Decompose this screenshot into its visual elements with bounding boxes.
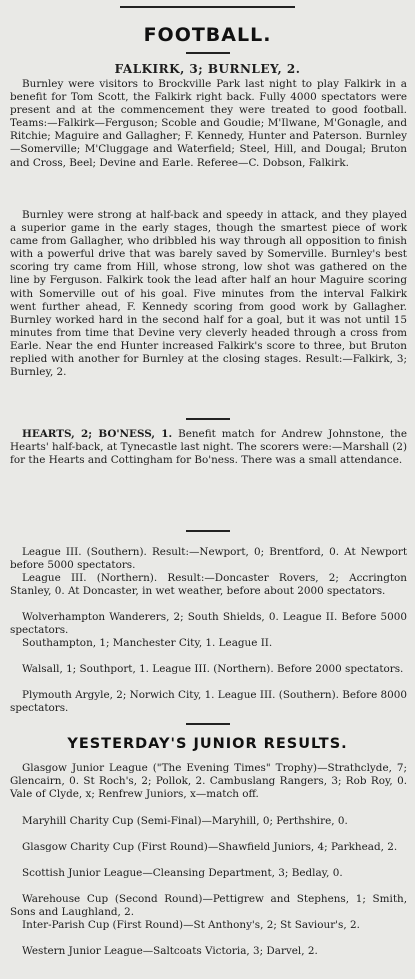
junior-result-3: Glasgow Charity Cup (First Round)—Shawfield Juniors, 4; Parkhead, 2. <box>22 841 398 853</box>
football-headline: FOOTBALL. <box>143 24 272 46</box>
headline-underline <box>186 52 230 54</box>
junior-result-4: Scottish Junior League—Cleansing Department, 3; Bedlay, 0. <box>22 867 343 879</box>
hearts-report <box>10 428 407 467</box>
league-result-4: Southampton, 1; Manchester City, 1. League II. <box>22 637 273 649</box>
league-result-2: League III. (Northern). Result:—Doncaster Rovers, 2; Accrington Stanley, 0. At Doncaster, in wet weather, before about 2000 spectators. <box>10 572 407 598</box>
league-result-1: League III. (Southern). Result:—Newport, 0; Brentford, 0. At Newport before 5000 spectators. <box>10 546 407 572</box>
junior-result-5: Warehouse Cup (Second Round)—Pettigrew and Stephens, 1; Smith, Sons and Laughland, 2. <box>10 893 407 919</box>
match-result-heading: FALKIRK, 3; BURNLEY, 2. <box>114 62 301 76</box>
section-divider-1 <box>186 418 230 420</box>
league-result-3: Wolverhampton Wanderers, 2; South Shields, 0. League II. Before 5000 spectators. <box>10 611 407 637</box>
section-divider-3 <box>186 723 230 725</box>
junior-results-headline: YESTERDAY'S JUNIOR RESULTS. <box>67 736 348 752</box>
top-divider <box>120 6 295 8</box>
junior-result-1: Glasgow Junior League ("The Evening Times" Trophy)—Strathclyde, 7; Glencairn, 0. St Roch's, 2; Pollok, 2. Cambuslang Rangers, 3; Rob Roy, 0. Vale of Clyde, x; Renfrew Juniors, x—match off. <box>10 762 407 801</box>
league-result-6: Plymouth Argyle, 2; Norwich City, 1. League III. (Southern). Before 8000 spectators. <box>10 689 407 715</box>
junior-result-2: Maryhill Charity Cup (Semi-Final)—Maryhill, 0; Perthshire, 0. <box>22 815 348 827</box>
league-result-5: Walsall, 1; Southport, 1. League III. (Northern). Before 2000 spectators. <box>22 663 404 675</box>
hearts-report-text: Benefit match for Andrew Johnstone, the Hearts' half-back, at Tynecastle last night. The scorers were:—Marshall (2) for the Hearts and Cottingham for Bo'ness. There was a small attendance. <box>10 428 407 467</box>
section-divider-2 <box>186 530 230 532</box>
falkirk-report-paragraph-1: Burnley were visitors to Brockville Park last night to play Falkirk in a benefit for Tom Scott, the Falkirk right back. Fully 4000 spectators were present and at the commencement they were treated to good football. Teams:—Falkirk—Ferguson; Scoble and Goudie; M'Ilwane, M'Gonagle, and Ritchie; Maguire and Gallagher; F. Kennedy, Hunter and Paterson. Burnley—Somerville; M'Cluggage and Waterfield; Steel, Hill, and Dougal; Bruton and Cross, Beel; Devine and Earle. Referee—C. Dobson, Falkirk. <box>10 78 407 169</box>
junior-result-7: Western Junior League—Saltcoats Victoria, 3; Darvel, 2. <box>22 945 318 957</box>
junior-result-6: Inter-Parish Cup (First Round)—St Anthony's, 2; St Saviour's, 2. <box>22 919 360 931</box>
falkirk-report-paragraph-2: Burnley were strong at half-back and speedy in attack, and they played a superior game in the early stages, though the smartest piece of work came from Gallagher, who dribbled his way through all opposition to finish with a powerful drive that was barely saved by Somerville. Burnley's best scoring try came from Hill, whose strong, low shot was gathered on the line by Ferguson. Falkirk took the lead after half an hour Maguire scoring with Somerville out of his goal. Five minutes from the interval Falkirk went further ahead, F. Kennedy scoring from good work by Gallagher. Burnley worked hard in the second half for a goal, but it was not until 15 minutes from time that Devine very cleverly headed through a cross from Earle. Near the end Hunter increased Falkirk's score to three, but Bruton replied with another for Burnley at the closing stages. Result:—Falkirk, 3; Burnley, 2. <box>10 209 407 379</box>
hearts-result-lead: HEARTS, 2; BO'NESS, 1. <box>22 428 173 440</box>
